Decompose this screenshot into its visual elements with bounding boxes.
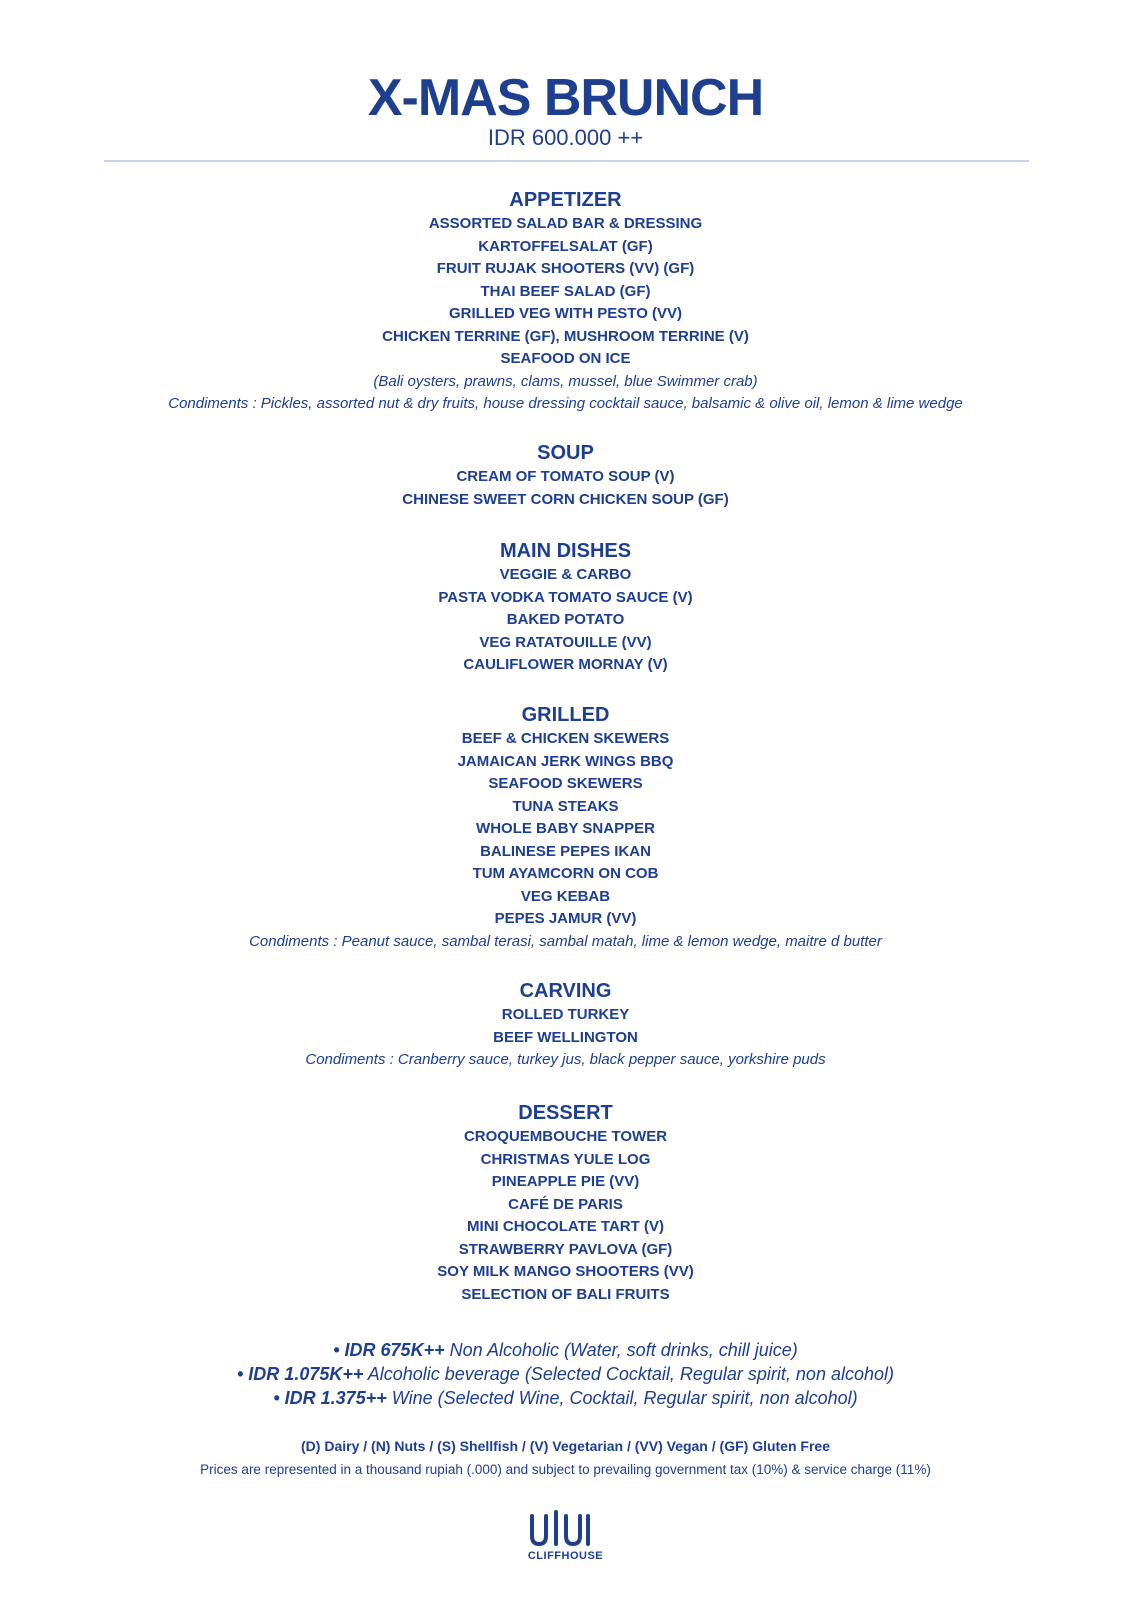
menu-item: PASTA VODKA TOMATO SAUCE (V): [438, 588, 693, 606]
menu-item: BEEF & CHICKEN SKEWERS: [461, 730, 670, 747]
section-soup: [0, 440, 1131, 511]
menu-item: PEPES JAMUR (VV): [494, 910, 637, 927]
menu-item: MINI CHOCOLATE TART (V): [467, 1218, 664, 1235]
ulu-cliffhouse-logo: [0, 1508, 1131, 1562]
ulu-logo-icon: [526, 1508, 606, 1548]
menu-item: CREAM OF TOMATO SOUP (V): [456, 468, 675, 485]
dietary-legend: (D) Dairy / (N) Nuts / (S) Shellfish / (V) Vegetarian / (VV) Vegan / (GF) Gluten Free: [301, 1438, 830, 1454]
package-desc: Non Alcoholic (Water, soft drinks, chill juice): [449, 1340, 798, 1360]
section-title: GRILLED: [521, 704, 610, 726]
menu-note: (Bali oysters, prawns, clams, mussel, blue Swimmer crab): [373, 372, 758, 390]
menu-item: ROLLED TURKEY: [501, 1006, 630, 1023]
section-title: SOUP: [537, 442, 594, 464]
menu-item: SEAFOOD ON ICE: [500, 350, 631, 367]
section-title: MAIN DISHES: [499, 540, 632, 562]
menu-item: ASSORTED SALAD BAR & DRESSING: [428, 215, 703, 232]
menu-item: SOY MILK MANGO SHOOTERS (VV): [437, 1263, 694, 1280]
menu-item: PINEAPPLE PIE (VV): [491, 1173, 640, 1190]
beverage-packages: [0, 1338, 1131, 1410]
package-line: [0, 1362, 1131, 1386]
package-line: [0, 1338, 1131, 1362]
menu-price: IDR 600.000 ++: [487, 125, 644, 150]
condiments-note: Condiments : Peanut sauce, sambal terasi, sambal matah, lime & lemon wedge, maitre d butter: [249, 932, 882, 950]
menu-item: WHOLE BABY SNAPPER: [476, 820, 655, 837]
menu-item: BEEF WELLINGTON: [493, 1028, 638, 1046]
menu-item: TUM AYAMCORN ON COB: [472, 865, 659, 882]
section-title: DESSERT: [518, 1102, 613, 1124]
condiments-note: Condiments : Cranberry sauce, turkey jus, black pepper sauce, yorkshire puds: [305, 1051, 826, 1068]
menu-item: VEGGIE & CARBO: [499, 566, 632, 583]
menu-item: JAMAICAN JERK WINGS BBQ: [457, 752, 674, 770]
menu-item: CHICKEN TERRINE (GF), MUSHROOM TERRINE (V): [382, 327, 749, 345]
menu-item: BAKED POTATO: [506, 611, 625, 628]
menu-item: FRUIT RUJAK SHOOTERS (VV) (GF): [436, 260, 695, 277]
package-price: • IDR 1.375++: [273, 1388, 387, 1408]
menu-item: SEAFOOD SKEWERS: [488, 775, 643, 792]
package-desc: Alcoholic beverage (Selected Cocktail, Regular spirit, non alcohol): [367, 1364, 894, 1384]
section-main-dishes: [0, 538, 1131, 677]
menu-item: STRAWBERRY PAVLOVA (GF): [458, 1240, 673, 1258]
section-appetizer: [0, 187, 1131, 416]
menu-item: CAULIFLOWER MORNAY (V): [463, 656, 668, 673]
menu-item: THAI BEEF SALAD (GF): [480, 282, 651, 300]
section-title: CARVING: [519, 980, 612, 1002]
menu-item: BALINESE PEPES IKAN: [480, 842, 651, 860]
condiments-note: Condiments : Pickles, assorted nut & dry fruits, house dressing cocktail sauce, balsamic & olive oil, lemon & lime wedge: [168, 395, 963, 412]
menu-item: CAFÉ DE PARIS: [508, 1195, 623, 1213]
section-carving: [0, 978, 1131, 1072]
section-dessert: [0, 1100, 1131, 1306]
package-line: [0, 1386, 1131, 1410]
divider: [104, 160, 1029, 162]
menu-item: GRILLED VEG WITH PESTO (VV): [448, 305, 683, 322]
menu-item: CHRISTMAS YULE LOG: [480, 1150, 651, 1168]
menu-title: X-MAS BRUNCH: [367, 69, 764, 127]
tax-note: Prices are represented in a thousand rupiah (.000) and subject to prevailing government tax (10%) & service charge (11%): [200, 1462, 931, 1477]
package-price: • IDR 1.075K++: [237, 1364, 364, 1384]
menu-item: KARTOFFELSALAT (GF): [478, 237, 653, 255]
menu-item: VEG KEBAB: [520, 887, 611, 905]
logo-text: CLIFFHOUSE: [527, 1550, 604, 1562]
package-price: • IDR 675K++: [333, 1340, 445, 1360]
menu-item: VEG RATATOUILLE (VV): [479, 633, 652, 651]
menu-item: TUNA STEAKS: [512, 797, 619, 815]
menu-item: SELECTION OF BALI FRUITS: [461, 1285, 670, 1303]
menu-item: CROQUEMBOUCHE TOWER: [463, 1128, 668, 1145]
section-title: APPETIZER: [509, 189, 622, 211]
package-desc: Wine (Selected Wine, Cocktail, Regular spirit, non alcohol): [391, 1388, 858, 1408]
section-grilled: [0, 702, 1131, 953]
menu-item: CHINESE SWEET CORN CHICKEN SOUP (GF): [402, 490, 729, 508]
